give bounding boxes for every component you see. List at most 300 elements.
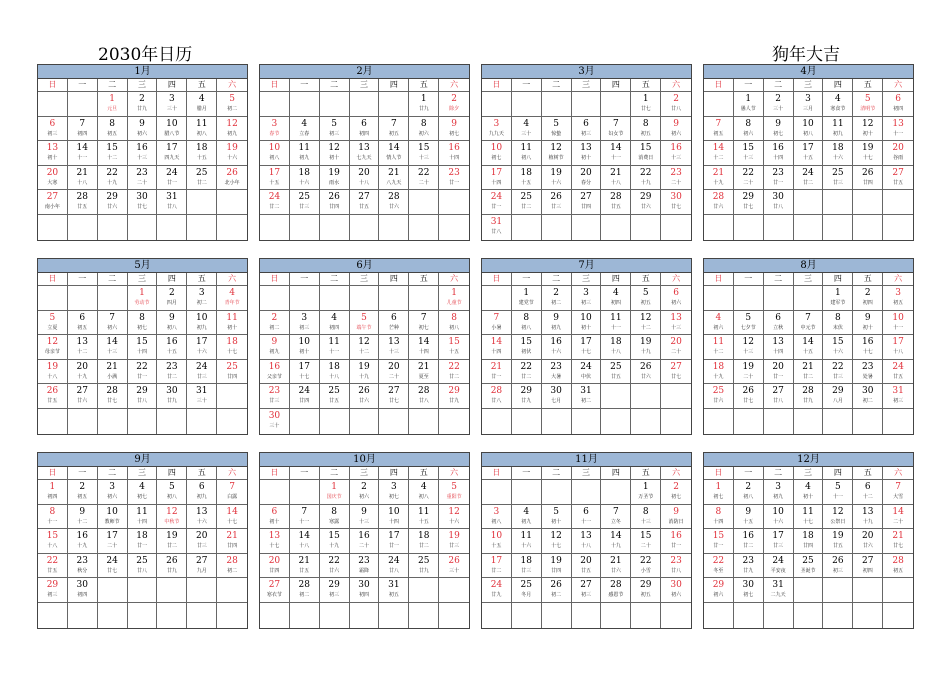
- day-cell[interactable]: [187, 480, 217, 505]
- day-cell[interactable]: [187, 554, 217, 579]
- day-cell[interactable]: [38, 141, 68, 166]
- day-cell[interactable]: [631, 92, 661, 117]
- day-cell[interactable]: [290, 190, 320, 215]
- day-cell[interactable]: [439, 480, 469, 505]
- day-cell[interactable]: [128, 360, 158, 385]
- day-cell[interactable]: [320, 190, 350, 215]
- day-cell[interactable]: [439, 286, 469, 311]
- day-cell[interactable]: [601, 286, 631, 311]
- day-cell[interactable]: [764, 117, 794, 142]
- day-cell[interactable]: [38, 166, 68, 191]
- day-cell[interactable]: [482, 360, 512, 385]
- day-cell[interactable]: [704, 529, 734, 554]
- day-cell[interactable]: [157, 117, 187, 142]
- day-cell[interactable]: [217, 311, 247, 336]
- day-cell[interactable]: [217, 554, 247, 579]
- day-cell[interactable]: [661, 529, 691, 554]
- day-cell[interactable]: [704, 335, 734, 360]
- day-cell[interactable]: [260, 141, 290, 166]
- day-cell[interactable]: [350, 311, 380, 336]
- day-cell[interactable]: [853, 117, 883, 142]
- day-cell[interactable]: [883, 311, 913, 336]
- day-cell[interactable]: [38, 505, 68, 530]
- day-cell[interactable]: [734, 117, 764, 142]
- day-cell[interactable]: [853, 141, 883, 166]
- day-cell[interactable]: [290, 311, 320, 336]
- day-cell[interactable]: [68, 141, 98, 166]
- day-cell[interactable]: [883, 505, 913, 530]
- day-cell[interactable]: [853, 286, 883, 311]
- day-cell[interactable]: [128, 529, 158, 554]
- day-cell[interactable]: [823, 529, 853, 554]
- day-cell[interactable]: [823, 335, 853, 360]
- day-cell[interactable]: [512, 335, 542, 360]
- day-cell[interactable]: [68, 335, 98, 360]
- day-cell[interactable]: [482, 141, 512, 166]
- day-cell[interactable]: [661, 360, 691, 385]
- day-cell[interactable]: [157, 190, 187, 215]
- day-cell[interactable]: [157, 480, 187, 505]
- day-cell[interactable]: [260, 384, 290, 409]
- day-cell[interactable]: [98, 141, 128, 166]
- day-cell[interactable]: [128, 190, 158, 215]
- day-cell[interactable]: [734, 92, 764, 117]
- day-cell[interactable]: [98, 505, 128, 530]
- day-cell[interactable]: [631, 505, 661, 530]
- day-cell[interactable]: [823, 286, 853, 311]
- day-cell[interactable]: [260, 311, 290, 336]
- day-cell[interactable]: [68, 505, 98, 530]
- day-cell[interactable]: [482, 215, 512, 240]
- day-cell[interactable]: [157, 529, 187, 554]
- day-cell[interactable]: [379, 117, 409, 142]
- day-cell[interactable]: [704, 190, 734, 215]
- day-cell[interactable]: [128, 480, 158, 505]
- day-cell[interactable]: [734, 578, 764, 603]
- day-cell[interactable]: [661, 554, 691, 579]
- day-cell[interactable]: [128, 335, 158, 360]
- day-cell[interactable]: [734, 554, 764, 579]
- day-cell[interactable]: [128, 554, 158, 579]
- day-cell[interactable]: [661, 166, 691, 191]
- day-cell[interactable]: [512, 554, 542, 579]
- day-cell[interactable]: [512, 311, 542, 336]
- day-cell[interactable]: [439, 335, 469, 360]
- day-cell[interactable]: [157, 286, 187, 311]
- day-cell[interactable]: [290, 578, 320, 603]
- day-cell[interactable]: [542, 578, 572, 603]
- day-cell[interactable]: [217, 505, 247, 530]
- day-cell[interactable]: [512, 166, 542, 191]
- day-cell[interactable]: [379, 311, 409, 336]
- day-cell[interactable]: [794, 480, 824, 505]
- day-cell[interactable]: [883, 141, 913, 166]
- day-cell[interactable]: [409, 360, 439, 385]
- day-cell[interactable]: [823, 311, 853, 336]
- day-cell[interactable]: [38, 190, 68, 215]
- day-cell[interactable]: [823, 554, 853, 579]
- day-cell[interactable]: [512, 529, 542, 554]
- day-cell[interactable]: [379, 360, 409, 385]
- day-cell[interactable]: [128, 92, 158, 117]
- day-cell[interactable]: [260, 554, 290, 579]
- day-cell[interactable]: [794, 335, 824, 360]
- day-cell[interactable]: [572, 384, 602, 409]
- day-cell[interactable]: [794, 384, 824, 409]
- day-cell[interactable]: [572, 505, 602, 530]
- day-cell[interactable]: [704, 505, 734, 530]
- day-cell[interactable]: [883, 554, 913, 579]
- day-cell[interactable]: [823, 384, 853, 409]
- day-cell[interactable]: [409, 554, 439, 579]
- day-cell[interactable]: [734, 505, 764, 530]
- day-cell[interactable]: [379, 505, 409, 530]
- day-cell[interactable]: [542, 335, 572, 360]
- day-cell[interactable]: [661, 92, 691, 117]
- day-cell[interactable]: [379, 529, 409, 554]
- day-cell[interactable]: [482, 529, 512, 554]
- day-cell[interactable]: [734, 335, 764, 360]
- day-cell[interactable]: [512, 578, 542, 603]
- day-cell[interactable]: [601, 141, 631, 166]
- day-cell[interactable]: [379, 578, 409, 603]
- day-cell[interactable]: [631, 141, 661, 166]
- day-cell[interactable]: [542, 166, 572, 191]
- day-cell[interactable]: [320, 578, 350, 603]
- day-cell[interactable]: [542, 117, 572, 142]
- day-cell[interactable]: [631, 554, 661, 579]
- day-cell[interactable]: [409, 141, 439, 166]
- day-cell[interactable]: [187, 141, 217, 166]
- day-cell[interactable]: [482, 190, 512, 215]
- day-cell[interactable]: [128, 286, 158, 311]
- day-cell[interactable]: [128, 384, 158, 409]
- day-cell[interactable]: [631, 480, 661, 505]
- day-cell[interactable]: [764, 311, 794, 336]
- day-cell[interactable]: [98, 480, 128, 505]
- day-cell[interactable]: [379, 190, 409, 215]
- day-cell[interactable]: [883, 166, 913, 191]
- day-cell[interactable]: [290, 117, 320, 142]
- day-cell[interactable]: [379, 166, 409, 191]
- day-cell[interactable]: [187, 505, 217, 530]
- day-cell[interactable]: [350, 505, 380, 530]
- day-cell[interactable]: [98, 311, 128, 336]
- day-cell[interactable]: [794, 141, 824, 166]
- day-cell[interactable]: [704, 578, 734, 603]
- day-cell[interactable]: [260, 529, 290, 554]
- day-cell[interactable]: [853, 554, 883, 579]
- day-cell[interactable]: [661, 311, 691, 336]
- day-cell[interactable]: [764, 190, 794, 215]
- day-cell[interactable]: [883, 384, 913, 409]
- day-cell[interactable]: [794, 360, 824, 385]
- day-cell[interactable]: [853, 92, 883, 117]
- day-cell[interactable]: [661, 117, 691, 142]
- day-cell[interactable]: [601, 578, 631, 603]
- day-cell[interactable]: [157, 335, 187, 360]
- day-cell[interactable]: [217, 141, 247, 166]
- day-cell[interactable]: [350, 166, 380, 191]
- day-cell[interactable]: [260, 578, 290, 603]
- day-cell[interactable]: [68, 166, 98, 191]
- day-cell[interactable]: [542, 529, 572, 554]
- day-cell[interactable]: [631, 117, 661, 142]
- day-cell[interactable]: [38, 360, 68, 385]
- day-cell[interactable]: [409, 311, 439, 336]
- day-cell[interactable]: [187, 529, 217, 554]
- day-cell[interactable]: [704, 554, 734, 579]
- day-cell[interactable]: [157, 360, 187, 385]
- day-cell[interactable]: [320, 166, 350, 191]
- day-cell[interactable]: [379, 384, 409, 409]
- day-cell[interactable]: [704, 166, 734, 191]
- day-cell[interactable]: [764, 384, 794, 409]
- day-cell[interactable]: [661, 480, 691, 505]
- day-cell[interactable]: [542, 360, 572, 385]
- day-cell[interactable]: [320, 480, 350, 505]
- day-cell[interactable]: [350, 360, 380, 385]
- day-cell[interactable]: [217, 286, 247, 311]
- day-cell[interactable]: [883, 529, 913, 554]
- day-cell[interactable]: [482, 166, 512, 191]
- day-cell[interactable]: [320, 529, 350, 554]
- day-cell[interactable]: [572, 578, 602, 603]
- day-cell[interactable]: [217, 480, 247, 505]
- day-cell[interactable]: [439, 554, 469, 579]
- day-cell[interactable]: [379, 141, 409, 166]
- day-cell[interactable]: [512, 141, 542, 166]
- day-cell[interactable]: [187, 360, 217, 385]
- day-cell[interactable]: [38, 554, 68, 579]
- day-cell[interactable]: [320, 554, 350, 579]
- day-cell[interactable]: [734, 529, 764, 554]
- day-cell[interactable]: [482, 335, 512, 360]
- day-cell[interactable]: [409, 117, 439, 142]
- day-cell[interactable]: [187, 117, 217, 142]
- day-cell[interactable]: [601, 529, 631, 554]
- day-cell[interactable]: [187, 384, 217, 409]
- day-cell[interactable]: [68, 554, 98, 579]
- day-cell[interactable]: [601, 335, 631, 360]
- day-cell[interactable]: [853, 505, 883, 530]
- day-cell[interactable]: [320, 335, 350, 360]
- day-cell[interactable]: [734, 311, 764, 336]
- day-cell[interactable]: [68, 529, 98, 554]
- day-cell[interactable]: [320, 141, 350, 166]
- day-cell[interactable]: [98, 360, 128, 385]
- day-cell[interactable]: [38, 117, 68, 142]
- day-cell[interactable]: [68, 190, 98, 215]
- day-cell[interactable]: [68, 117, 98, 142]
- day-cell[interactable]: [290, 384, 320, 409]
- day-cell[interactable]: [734, 141, 764, 166]
- day-cell[interactable]: [704, 311, 734, 336]
- day-cell[interactable]: [260, 190, 290, 215]
- day-cell[interactable]: [661, 505, 691, 530]
- day-cell[interactable]: [38, 480, 68, 505]
- day-cell[interactable]: [823, 117, 853, 142]
- day-cell[interactable]: [187, 92, 217, 117]
- day-cell[interactable]: [823, 166, 853, 191]
- day-cell[interactable]: [704, 480, 734, 505]
- day-cell[interactable]: [512, 384, 542, 409]
- day-cell[interactable]: [512, 117, 542, 142]
- day-cell[interactable]: [794, 311, 824, 336]
- day-cell[interactable]: [883, 117, 913, 142]
- day-cell[interactable]: [794, 554, 824, 579]
- day-cell[interactable]: [883, 360, 913, 385]
- day-cell[interactable]: [320, 384, 350, 409]
- day-cell[interactable]: [260, 409, 290, 434]
- day-cell[interactable]: [38, 384, 68, 409]
- day-cell[interactable]: [260, 505, 290, 530]
- day-cell[interactable]: [661, 141, 691, 166]
- day-cell[interactable]: [379, 335, 409, 360]
- day-cell[interactable]: [661, 578, 691, 603]
- day-cell[interactable]: [572, 141, 602, 166]
- day-cell[interactable]: [439, 311, 469, 336]
- day-cell[interactable]: [439, 92, 469, 117]
- day-cell[interactable]: [631, 190, 661, 215]
- day-cell[interactable]: [260, 166, 290, 191]
- day-cell[interactable]: [512, 505, 542, 530]
- day-cell[interactable]: [601, 117, 631, 142]
- day-cell[interactable]: [883, 92, 913, 117]
- day-cell[interactable]: [350, 190, 380, 215]
- day-cell[interactable]: [631, 286, 661, 311]
- day-cell[interactable]: [217, 360, 247, 385]
- day-cell[interactable]: [572, 311, 602, 336]
- day-cell[interactable]: [883, 480, 913, 505]
- day-cell[interactable]: [290, 529, 320, 554]
- day-cell[interactable]: [512, 286, 542, 311]
- day-cell[interactable]: [572, 529, 602, 554]
- day-cell[interactable]: [794, 166, 824, 191]
- day-cell[interactable]: [68, 480, 98, 505]
- day-cell[interactable]: [631, 335, 661, 360]
- day-cell[interactable]: [794, 92, 824, 117]
- day-cell[interactable]: [187, 286, 217, 311]
- day-cell[interactable]: [260, 360, 290, 385]
- day-cell[interactable]: [290, 505, 320, 530]
- day-cell[interactable]: [661, 286, 691, 311]
- day-cell[interactable]: [853, 360, 883, 385]
- day-cell[interactable]: [512, 190, 542, 215]
- day-cell[interactable]: [542, 286, 572, 311]
- day-cell[interactable]: [572, 360, 602, 385]
- day-cell[interactable]: [482, 117, 512, 142]
- day-cell[interactable]: [794, 505, 824, 530]
- day-cell[interactable]: [764, 480, 794, 505]
- day-cell[interactable]: [157, 92, 187, 117]
- day-cell[interactable]: [853, 166, 883, 191]
- day-cell[interactable]: [217, 335, 247, 360]
- day-cell[interactable]: [764, 166, 794, 191]
- day-cell[interactable]: [98, 554, 128, 579]
- day-cell[interactable]: [187, 166, 217, 191]
- day-cell[interactable]: [98, 117, 128, 142]
- day-cell[interactable]: [157, 505, 187, 530]
- day-cell[interactable]: [290, 335, 320, 360]
- day-cell[interactable]: [38, 578, 68, 603]
- day-cell[interactable]: [128, 141, 158, 166]
- day-cell[interactable]: [128, 117, 158, 142]
- day-cell[interactable]: [157, 554, 187, 579]
- day-cell[interactable]: [542, 141, 572, 166]
- day-cell[interactable]: [320, 117, 350, 142]
- day-cell[interactable]: [764, 505, 794, 530]
- day-cell[interactable]: [601, 360, 631, 385]
- day-cell[interactable]: [290, 554, 320, 579]
- day-cell[interactable]: [734, 360, 764, 385]
- day-cell[interactable]: [482, 554, 512, 579]
- day-cell[interactable]: [704, 360, 734, 385]
- day-cell[interactable]: [823, 141, 853, 166]
- day-cell[interactable]: [320, 505, 350, 530]
- day-cell[interactable]: [350, 480, 380, 505]
- day-cell[interactable]: [157, 141, 187, 166]
- day-cell[interactable]: [853, 335, 883, 360]
- day-cell[interactable]: [853, 384, 883, 409]
- day-cell[interactable]: [572, 166, 602, 191]
- day-cell[interactable]: [290, 141, 320, 166]
- day-cell[interactable]: [704, 141, 734, 166]
- day-cell[interactable]: [350, 578, 380, 603]
- day-cell[interactable]: [794, 529, 824, 554]
- day-cell[interactable]: [320, 311, 350, 336]
- day-cell[interactable]: [379, 554, 409, 579]
- day-cell[interactable]: [631, 578, 661, 603]
- day-cell[interactable]: [734, 190, 764, 215]
- day-cell[interactable]: [542, 554, 572, 579]
- day-cell[interactable]: [290, 166, 320, 191]
- day-cell[interactable]: [823, 505, 853, 530]
- day-cell[interactable]: [409, 166, 439, 191]
- day-cell[interactable]: [601, 190, 631, 215]
- day-cell[interactable]: [482, 384, 512, 409]
- day-cell[interactable]: [439, 529, 469, 554]
- day-cell[interactable]: [482, 505, 512, 530]
- day-cell[interactable]: [187, 311, 217, 336]
- day-cell[interactable]: [764, 529, 794, 554]
- day-cell[interactable]: [439, 384, 469, 409]
- day-cell[interactable]: [631, 311, 661, 336]
- day-cell[interactable]: [601, 311, 631, 336]
- day-cell[interactable]: [320, 360, 350, 385]
- day-cell[interactable]: [572, 554, 602, 579]
- day-cell[interactable]: [764, 578, 794, 603]
- day-cell[interactable]: [823, 360, 853, 385]
- day-cell[interactable]: [439, 360, 469, 385]
- day-cell[interactable]: [409, 505, 439, 530]
- day-cell[interactable]: [157, 311, 187, 336]
- day-cell[interactable]: [128, 311, 158, 336]
- day-cell[interactable]: [98, 335, 128, 360]
- day-cell[interactable]: [439, 166, 469, 191]
- day-cell[interactable]: [187, 335, 217, 360]
- day-cell[interactable]: [661, 335, 691, 360]
- day-cell[interactable]: [98, 166, 128, 191]
- day-cell[interactable]: [68, 360, 98, 385]
- day-cell[interactable]: [350, 384, 380, 409]
- day-cell[interactable]: [98, 92, 128, 117]
- day-cell[interactable]: [409, 384, 439, 409]
- day-cell[interactable]: [512, 360, 542, 385]
- day-cell[interactable]: [704, 384, 734, 409]
- day-cell[interactable]: [794, 117, 824, 142]
- day-cell[interactable]: [661, 190, 691, 215]
